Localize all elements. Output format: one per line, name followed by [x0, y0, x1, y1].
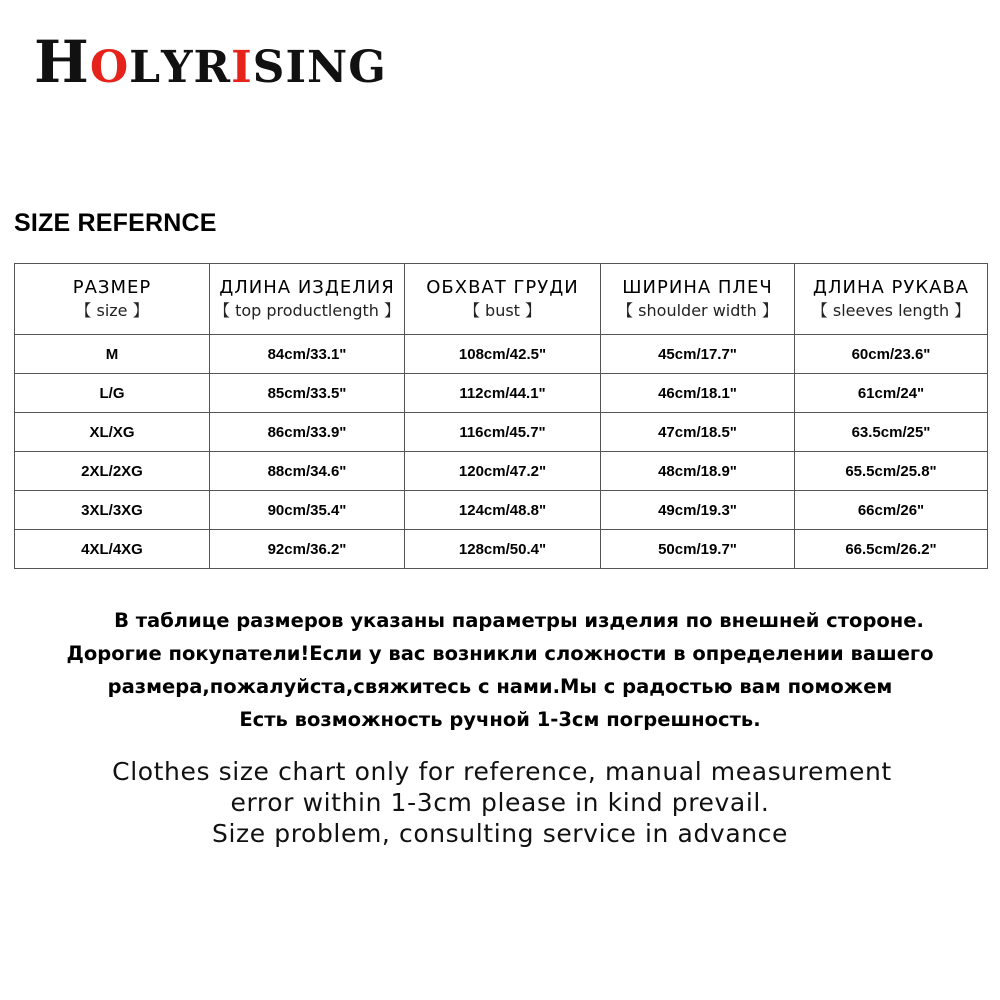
brand-logo	[34, 28, 387, 96]
logo-letter: L	[129, 42, 162, 93]
cell-shoulder: 47cm/18.5"	[601, 413, 795, 452]
notes-english	[0, 756, 1000, 849]
table-row	[15, 335, 988, 374]
cell-bust: 120cm/47.2"	[405, 452, 601, 491]
logo-letter: I	[231, 42, 253, 93]
cell-length: 90cm/35.4"	[210, 491, 405, 530]
notes-russian	[0, 604, 1000, 736]
cell-length: 86cm/33.9"	[210, 413, 405, 452]
header-sleeve: ДЛИНА РУКАВА 【 sleeves length 】	[795, 264, 988, 335]
cell-length: 84cm/33.1"	[210, 335, 405, 374]
cell-sleeve: 63.5cm/25"	[795, 413, 988, 452]
table-row	[15, 374, 988, 413]
logo-letter: O	[89, 42, 130, 93]
note-line: Дорогие покупатели!Если у вас возникли сложности в определении вашего	[66, 642, 934, 665]
logo-letter: Y	[161, 42, 194, 93]
cell-size: XL/XG	[15, 413, 210, 452]
note-line: Clothes size chart only for reference, manual measurement	[112, 757, 892, 786]
header-length: ДЛИНА ИЗДЕЛИЯ 【 top productlength 】	[210, 264, 405, 335]
note-line: Size problem, consulting service in advance	[211, 819, 789, 848]
logo-letter: I	[285, 42, 308, 93]
logo-letter: N	[307, 42, 349, 93]
table-row	[15, 530, 988, 569]
cell-size: 4XL/4XG	[15, 530, 210, 569]
cell-sleeve: 60cm/23.6"	[795, 335, 988, 374]
cell-sleeve: 65.5cm/25.8"	[795, 452, 988, 491]
logo-letter: R	[193, 42, 232, 93]
cell-shoulder: 46cm/18.1"	[601, 374, 795, 413]
note-line: Есть возможность ручной 1-3см погрешность.	[239, 708, 761, 731]
cell-shoulder: 48cm/18.9"	[601, 452, 795, 491]
cell-shoulder: 45cm/17.7"	[601, 335, 795, 374]
header-size: РАЗМЕР 【 size 】	[15, 264, 210, 335]
cell-sleeve: 66cm/26"	[795, 491, 988, 530]
table-row	[15, 491, 988, 530]
cell-bust: 116cm/45.7"	[405, 413, 601, 452]
cell-shoulder: 50cm/19.7"	[601, 530, 795, 569]
cell-length: 85cm/33.5"	[210, 374, 405, 413]
logo-letter: S	[252, 42, 286, 93]
cell-sleeve: 61cm/24"	[795, 374, 988, 413]
cell-bust: 108cm/42.5"	[405, 335, 601, 374]
logo-letter: G	[348, 42, 387, 93]
cell-size: 3XL/3XG	[15, 491, 210, 530]
section-title: SIZE REFERNCE	[14, 209, 217, 237]
cell-sleeve: 66.5cm/26.2"	[795, 530, 988, 569]
note-line: В таблице размеров указаны параметры изделия по внешней стороне.	[114, 609, 924, 632]
table-row	[15, 452, 988, 491]
cell-shoulder: 49cm/19.3"	[601, 491, 795, 530]
cell-size: L/G	[15, 374, 210, 413]
table-header-row	[15, 264, 988, 335]
cell-bust: 112cm/44.1"	[405, 374, 601, 413]
logo-letter: H	[34, 28, 90, 96]
table-row	[15, 413, 988, 452]
header-bust: ОБХВАТ ГРУДИ 【 bust 】	[405, 264, 601, 335]
cell-length: 88cm/34.6"	[210, 452, 405, 491]
cell-size: 2XL/2XG	[15, 452, 210, 491]
cell-bust: 128cm/50.4"	[405, 530, 601, 569]
note-line: размера,пожалуйста,свяжитесь с нами.Мы с радостью вам поможем	[107, 675, 893, 698]
note-line: error within 1-3cm please in kind prevail.	[230, 788, 770, 817]
cell-bust: 124cm/48.8"	[405, 491, 601, 530]
size-table	[14, 263, 988, 569]
cell-length: 92cm/36.2"	[210, 530, 405, 569]
header-shoulder: ШИРИНА ПЛЕЧ 【 shoulder width 】	[601, 264, 795, 335]
cell-size: M	[15, 335, 210, 374]
